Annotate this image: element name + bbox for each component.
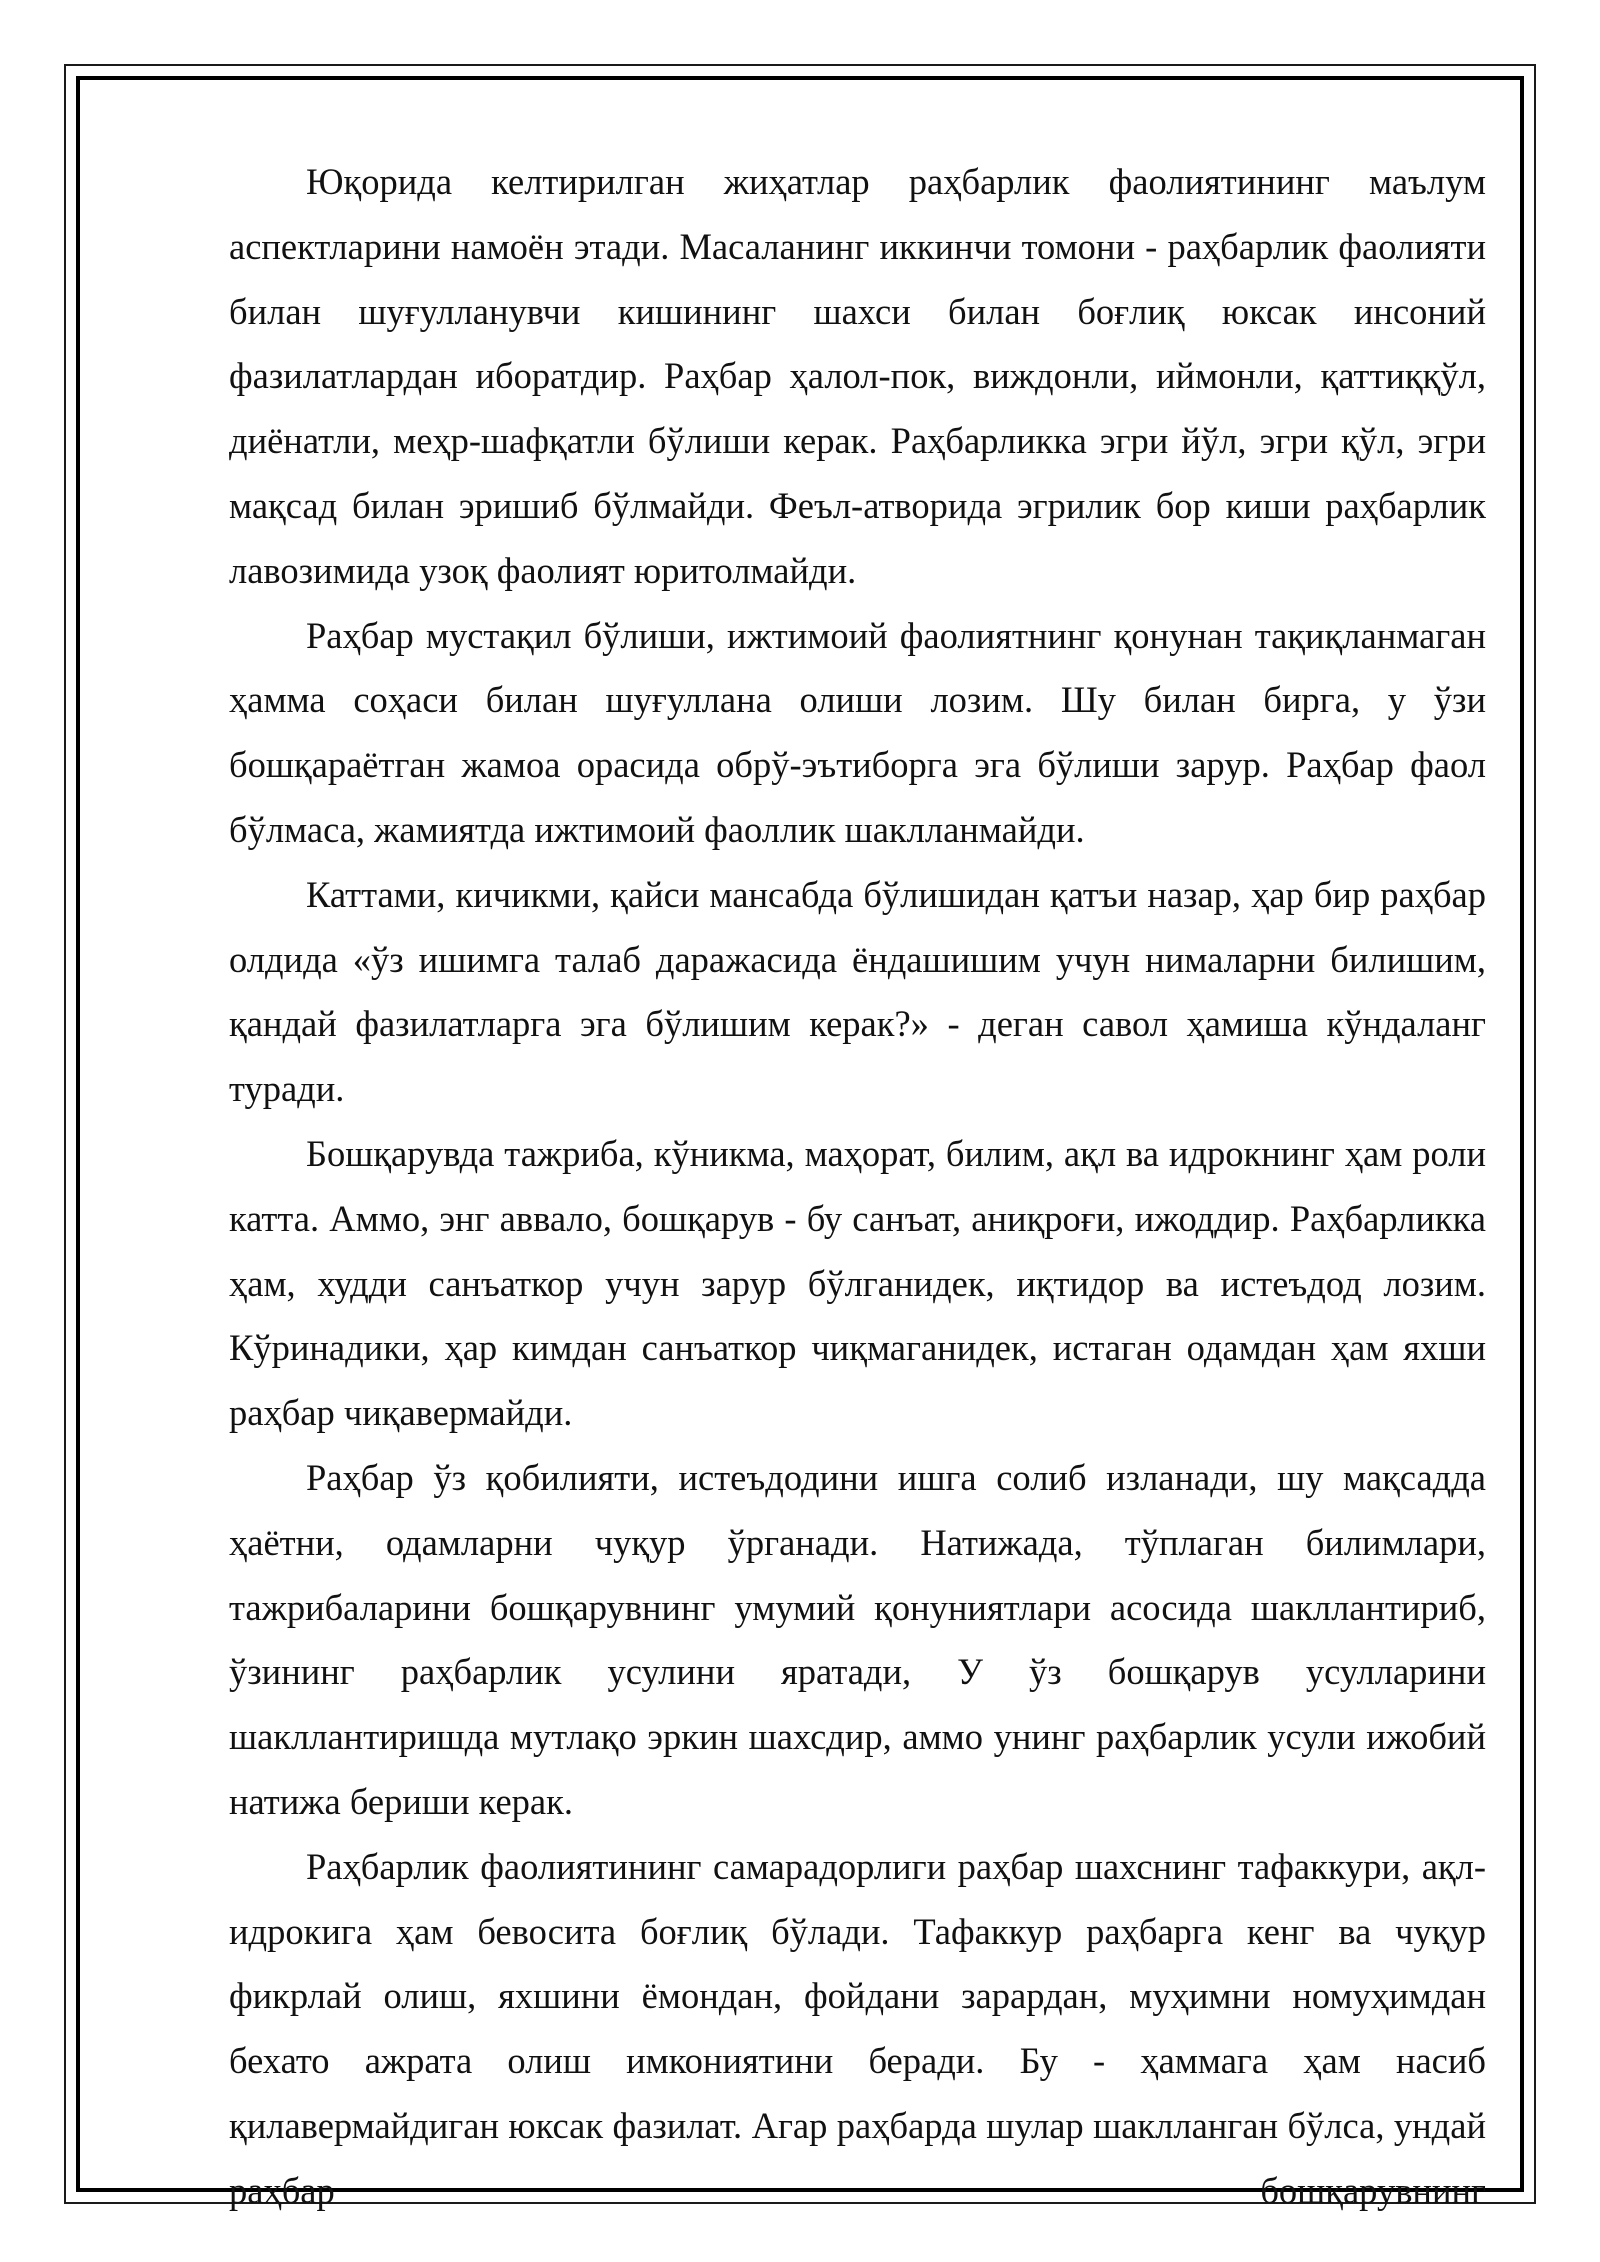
- paragraph-1: Юқорида келтирилган жиҳатлар раҳбарлик фаолиятининг маълум аспектларини намоён этади. Масаланинг иккинчи томони - раҳбарлик фаолияти билан шуғулланувчи кишининг шахси билан боғлиқ юксак инсоний фазилатлардан иборатдир. Раҳбар ҳалол-пок, виждонли, иймонли, қаттиққўл, диёнатли, меҳр-шафқатли бўлиши керак. Раҳбарликка эгри йўл, эгри қўл, эгри мақсад билан эришиб бўлмайди. Феъл-атворида эгрилик бор киши раҳбарлик лавозимида узоқ фаолият юритолмайди.: [229, 161, 1486, 591]
- paragraph-2: Раҳбар мустақил бўлиши, ижтимоий фаолиятнинг қонунан тақиқланмаган ҳамма соҳаси билан шуғуллана олиши лозим. Шу билан бирга, у ўзи бошқараётган жамоа орасида обрў-эътиборга эга бўлиши зарур. Раҳбар фаол бўлмаса, жамиятда ижтимоий фаоллик шаклланмайди.: [229, 614, 1486, 850]
- paragraph-6: Раҳбарлик фаолиятининг самарадорлиги раҳбар шахснинг тафаккури, ақл-идрокига ҳам бевосита боғлиқ бўлади. Тафаккур раҳбарга кенг ва чуқур фикрлай олиш, яхшини ёмондан, фойдани зарардан, муҳимни номуҳимдан бехато ажрата олиш имкониятини беради. Бу - ҳаммага ҳам насиб қилавермайдиган юксак фазилат. Агар раҳбарда шулар шаклланган бўлса, ундай раҳбар бошқарувнинг: [229, 1845, 1486, 2211]
- paragraph-3: Каттами, кичикми, қайси мансабда бўлишидан қатъи назар, ҳар бир раҳбар олдида «ўз ишимга талаб даражасида ёндашишим учун нималарни билишим, қандай фазилатларга эга бўлишим керак?» - деган савол ҳамиша кўндаланг туради.: [229, 873, 1486, 1110]
- paragraph-4: Бошқарувда тажриба, кўникма, маҳорат, билим, ақл ва идрокнинг ҳам роли катта. Аммо, энг аввало, бошқарув - бу санъат, аниқроғи, ижоддир. Раҳбарликка ҳам, худди санъаткор учун зарур бўлганидек, иқтидор ва истеъдод лозим. Кўринадики, ҳар кимдан санъаткор чиқмаганидек, истаган одамдан ҳам яхши раҳбар чиқавермайди.: [229, 1132, 1486, 1434]
- document-body: [229, 150, 1486, 2224]
- paragraph-5: Раҳбар ўз қобилияти, истеъдодини ишга солиб изланади, шу мақсадда ҳаётни, одамларни чуқур ўрганади. Натижада, тўплаган билимлари, тажрибаларини бошқарувнинг умумий қонуниятлари асосида шакллантириб, ўзининг раҳбарлик усулини яратади, У ўз бошқарув усулларини шакллантиришда мутлақо эркин шахсдир, аммо унинг раҳбарлик усули ижобий натижа бериши керак.: [229, 1456, 1486, 1822]
